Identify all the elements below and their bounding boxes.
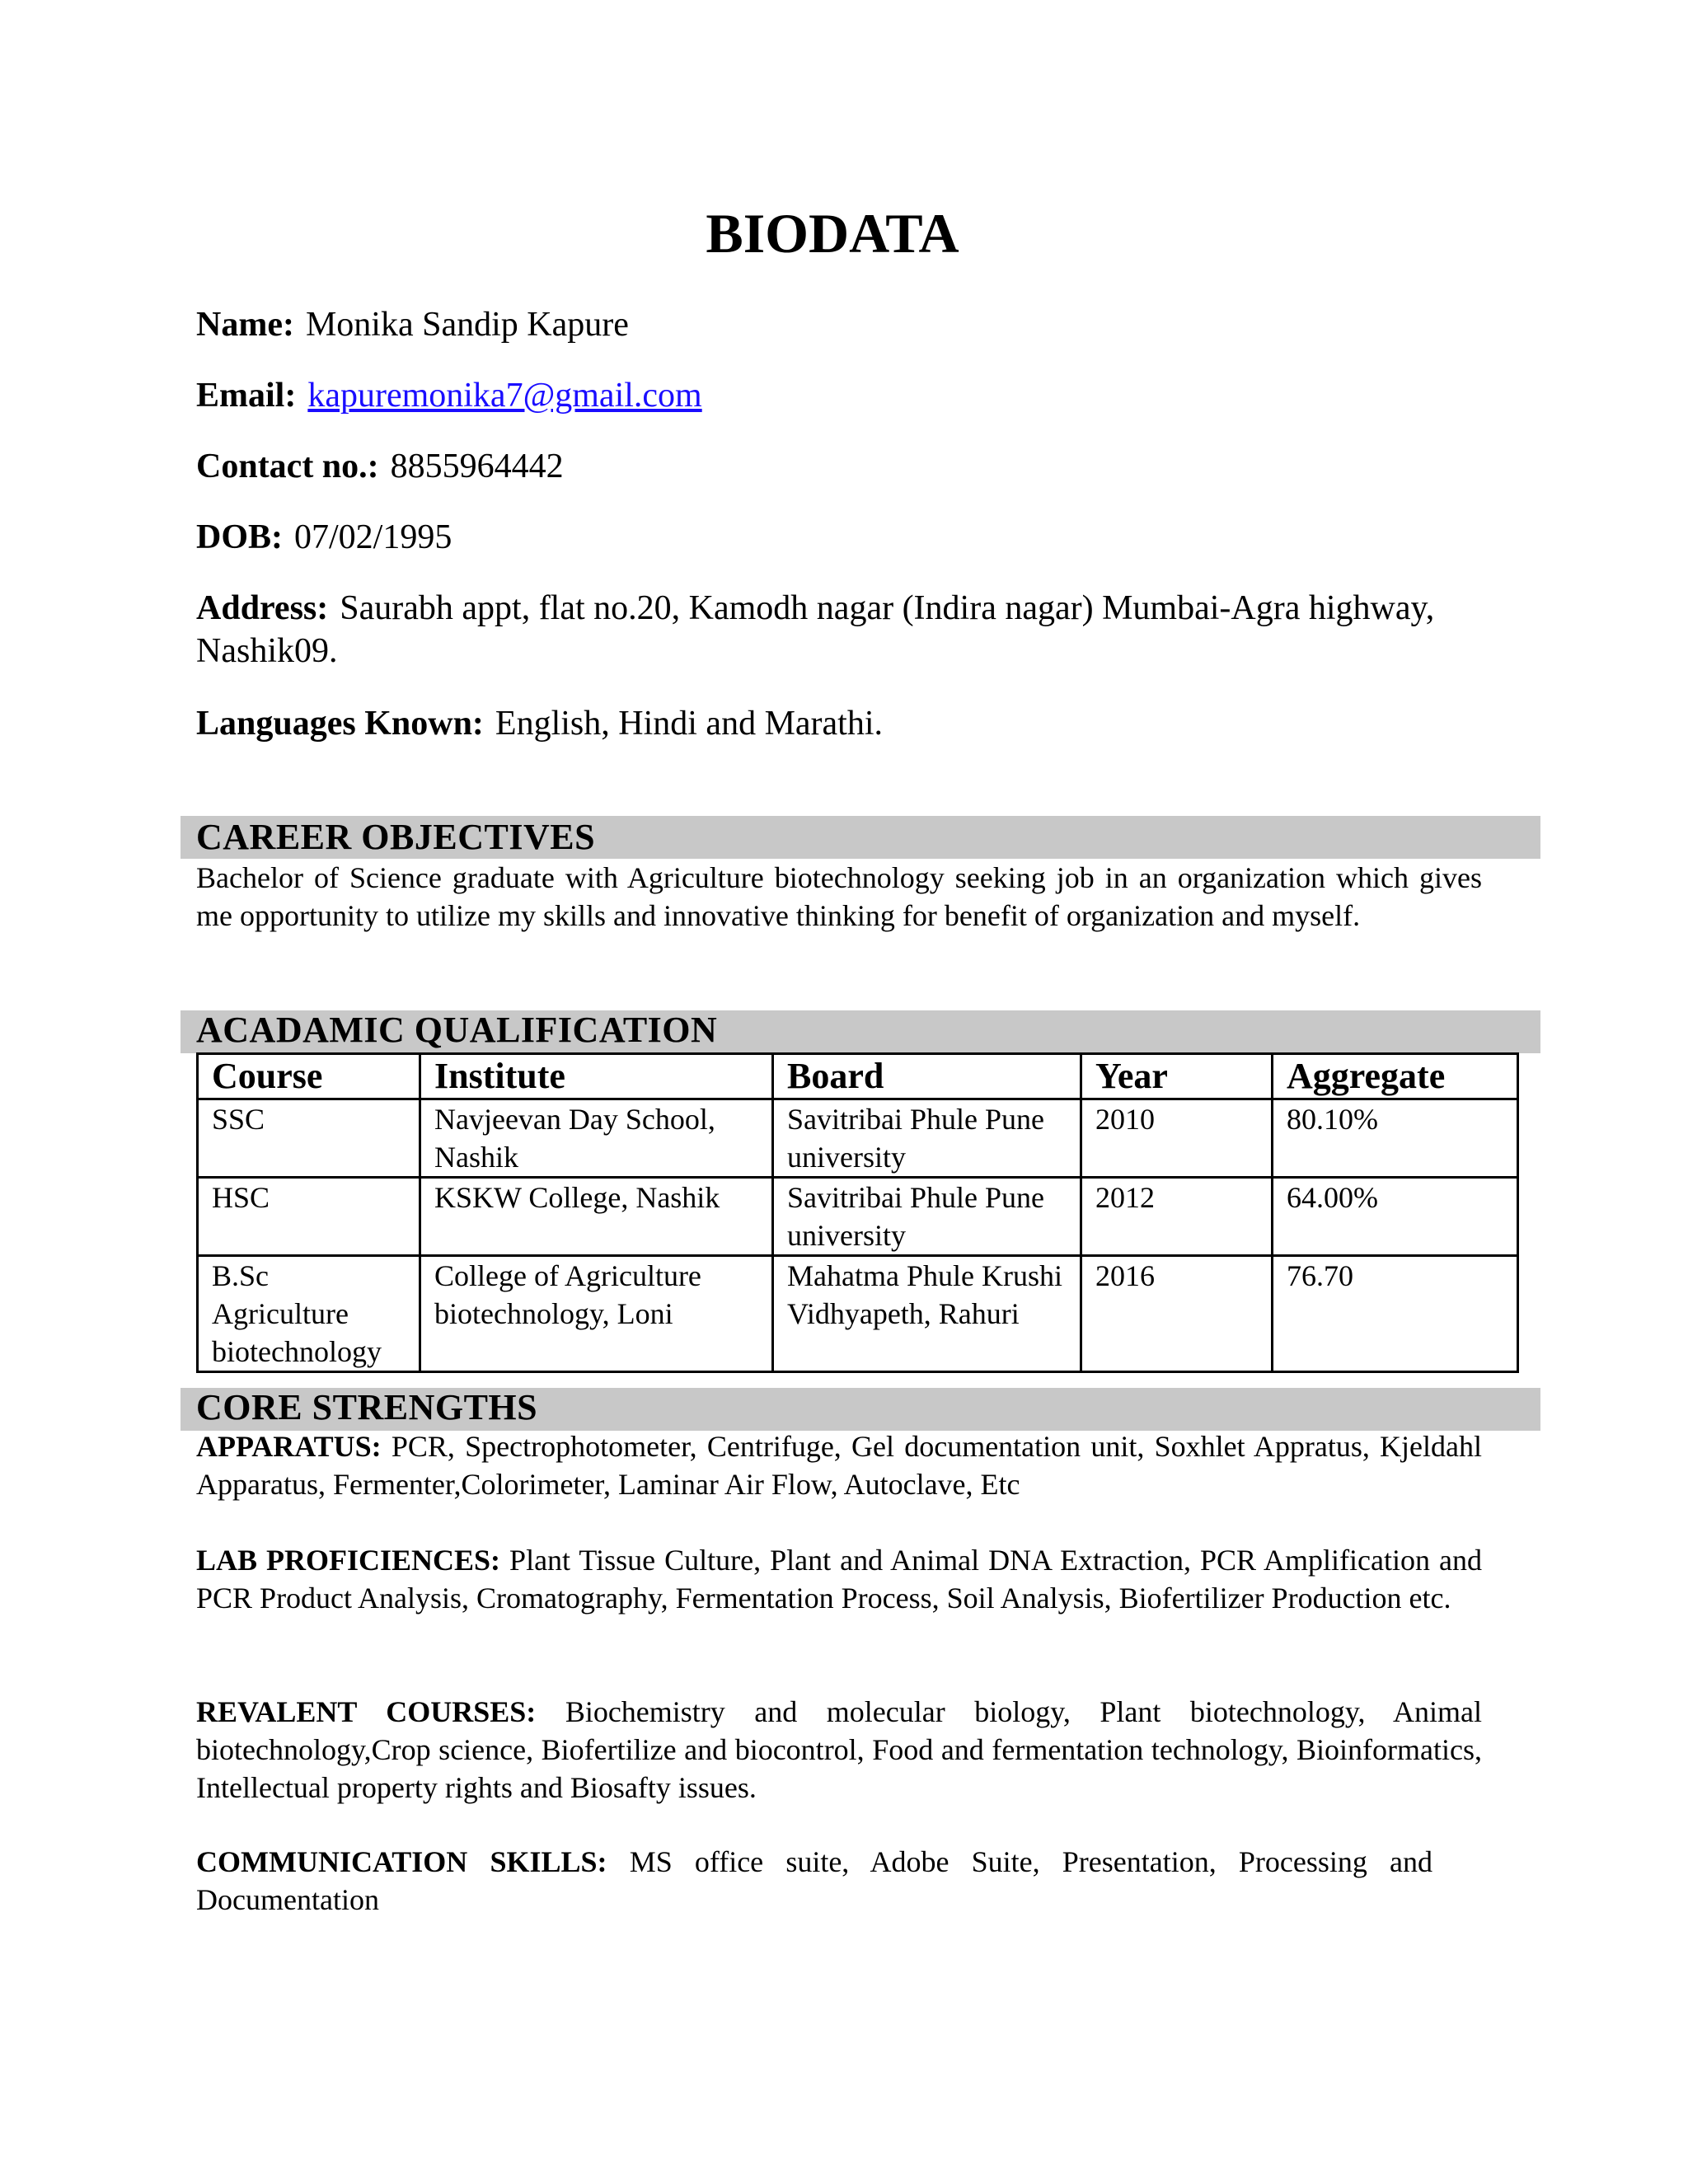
course-cell: HSC <box>198 1178 420 1256</box>
qualification-heading: ACADAMIC QUALIFICATION <box>196 1010 718 1050</box>
table-header-row <box>198 1054 1518 1099</box>
column-header: Board <box>773 1054 1081 1099</box>
email-link[interactable]: kapuremonika7@gmail.com <box>307 377 702 415</box>
board-cell: Savitribai Phule Pune university <box>773 1178 1081 1256</box>
contact-value: 8855964442 <box>390 448 564 485</box>
address-label: Address: <box>196 589 329 627</box>
core-strengths-heading: CORE STRENGTHS <box>196 1387 538 1427</box>
aggregate-cell: 64.00% <box>1273 1178 1518 1256</box>
column-header: Year <box>1081 1054 1273 1099</box>
email-label: Email: <box>196 377 297 415</box>
table-row <box>198 1178 1518 1256</box>
email-field <box>196 374 1548 417</box>
name-label: Name: <box>196 306 294 344</box>
qualification-table <box>196 1052 1519 1373</box>
dob-value: 07/02/1995 <box>294 518 452 556</box>
year-cell: 2010 <box>1081 1099 1273 1178</box>
lab-proficiences-text: Plant Tissue Culture, Plant and Animal DNA Extraction, PCR Amplification and PCR Product Analysis, Cromatography, Fermentation Process, Soil Analysis, Biofertilizer Production etc. <box>196 1544 1482 1615</box>
communication-skills-item <box>196 1843 1432 1919</box>
languages-value: English, Hindi and Marathi. <box>495 705 884 743</box>
address-value: Saurabh appt, flat no.20, Kamodh nagar (Indira nagar) Mumbai-Agra highway, Nashik09. <box>196 589 1435 670</box>
apparatus-label: APPARATUS: <box>196 1430 382 1463</box>
table-row <box>198 1099 1518 1178</box>
communication-skills-text: MS office suite, Adobe Suite, Presentation, Processing and Documentation <box>196 1845 1432 1916</box>
institute-cell: KSKW College, Nashik <box>420 1178 773 1256</box>
apparatus-text: PCR, Spectrophotometer, Centrifuge, Gel documentation unit, Soxhlet Appratus, Kjeldahl Apparatus, Fermenter,Colorimeter, Laminar Air Flow, Autoclave, Etc <box>196 1430 1483 1501</box>
lab-proficiences-label: LAB PROFICIENCES: <box>196 1544 501 1577</box>
career-objectives-text: Bachelor of Science graduate with Agriculture biotechnology seeking job in an organization which gives me opportunity to utilize my skills and innovative thinking for benefit of organization and myself. <box>196 861 1482 932</box>
contact-label: Contact no.: <box>196 448 379 485</box>
course-cell: SSC <box>198 1099 420 1178</box>
document-title: BIODATA <box>706 202 959 265</box>
year-cell: 2016 <box>1081 1256 1273 1372</box>
career-objectives-heading: CAREER OBJECTIVES <box>196 817 596 857</box>
contact-field <box>196 445 1548 488</box>
communication-skills-label: COMMUNICATION SKILLS: <box>196 1845 607 1878</box>
revalent-courses-text: Biochemistry and molecular biology, Plant biotechnology, Animal biotechnology,Crop science, Biofertilize and biocontrol, Food and fermentation technology, Bioinformatics, Intellectual property rights and Biosafty issues. <box>196 1695 1482 1804</box>
dob-label: DOB: <box>196 518 283 556</box>
institute-cell: College of Agriculture biotechnology, Loni <box>420 1256 773 1372</box>
languages-field <box>196 702 1548 745</box>
column-header: Course <box>198 1054 420 1099</box>
revalent-courses-item <box>196 1693 1482 1807</box>
lab-proficiences-item <box>196 1541 1482 1617</box>
year-cell: 2012 <box>1081 1178 1273 1256</box>
name-field <box>196 303 1548 346</box>
apparatus-item <box>196 1427 1482 1503</box>
board-cell: Mahatma Phule Krushi Vidhyapeth, Rahuri <box>773 1256 1081 1372</box>
table-row <box>198 1256 1518 1372</box>
institute-cell: Navjeevan Day School, Nashik <box>420 1099 773 1178</box>
dob-field <box>196 516 1548 559</box>
course-cell: B.Sc Agriculture biotechnology <box>198 1256 420 1372</box>
aggregate-cell: 76.70 <box>1273 1256 1518 1372</box>
address-field <box>196 587 1449 673</box>
name-value: Monika Sandip Kapure <box>305 306 629 344</box>
column-header: Institute <box>420 1054 773 1099</box>
revalent-courses-label: REVALENT COURSES: <box>196 1695 537 1728</box>
aggregate-cell: 80.10% <box>1273 1099 1518 1178</box>
languages-label: Languages Known: <box>196 705 484 743</box>
board-cell: Savitribai Phule Pune university <box>773 1099 1081 1178</box>
column-header: Aggregate <box>1273 1054 1518 1099</box>
